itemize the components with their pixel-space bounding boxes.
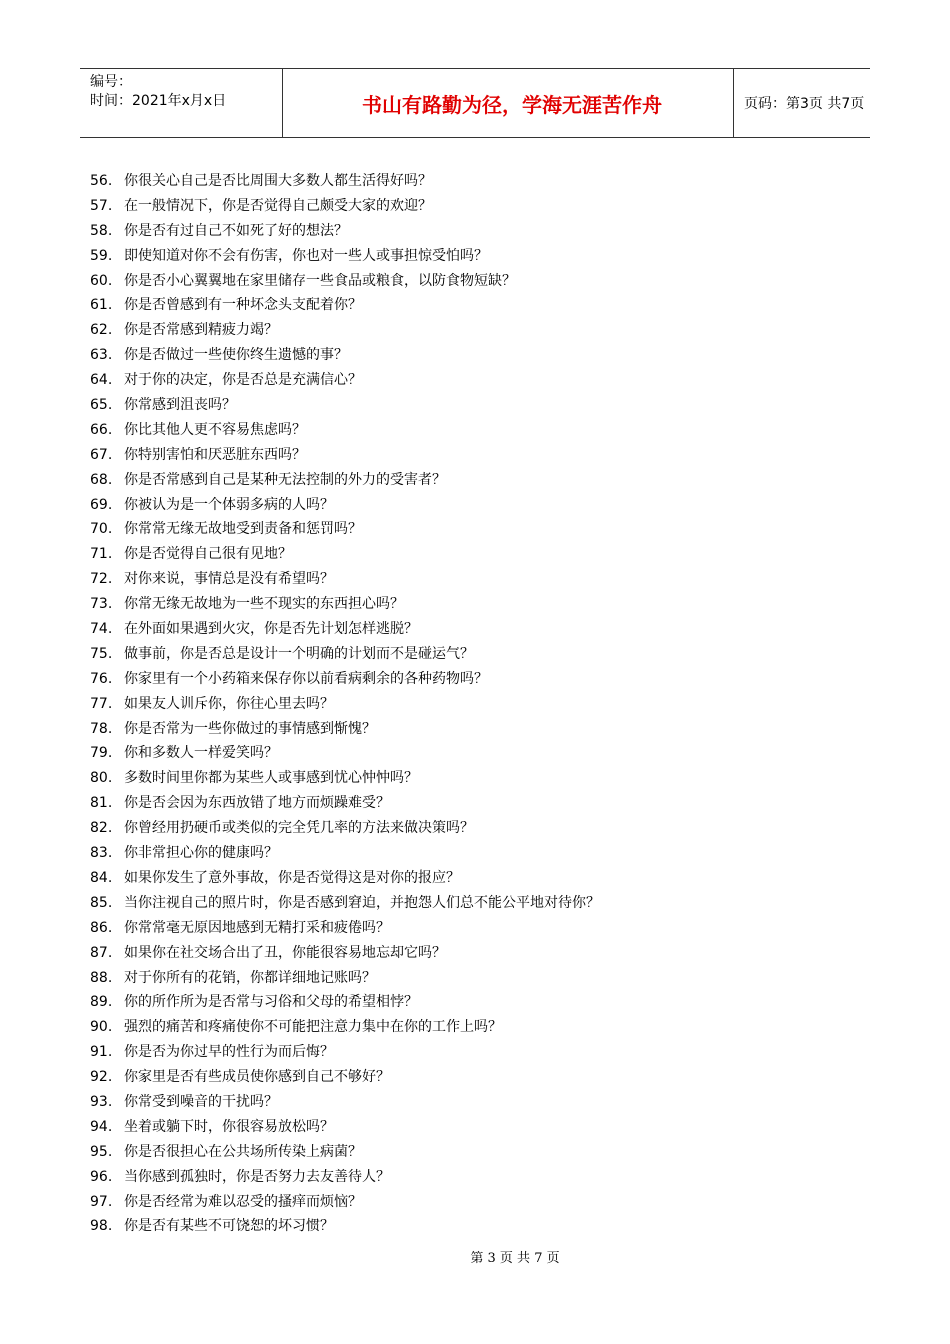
number-label: 编号：	[90, 74, 132, 90]
question-item	[90, 718, 870, 743]
question-number: 67.	[90, 446, 113, 463]
question-number: 76.	[90, 670, 113, 687]
question-item	[90, 767, 870, 792]
question-text: 你是否做过一些使你终生遗憾的事？	[124, 347, 348, 364]
question-item	[90, 195, 870, 220]
question-item	[90, 1041, 870, 1066]
question-item	[90, 543, 870, 568]
question-item	[90, 1141, 870, 1166]
question-item	[90, 668, 870, 693]
question-text: 如果你发生了意外事故，你是否觉得这是对你的报应？	[124, 869, 460, 886]
question-number: 65.	[90, 397, 113, 414]
question-text: 对你来说，事情总是没有希望吗？	[124, 571, 334, 588]
question-item	[90, 1016, 870, 1041]
question-number: 69.	[90, 496, 113, 513]
question-item	[90, 991, 870, 1016]
question-item	[90, 1116, 870, 1141]
question-number: 75.	[90, 645, 113, 662]
question-item	[90, 593, 870, 618]
page-footer: 第 3 页 共 7 页	[470, 1251, 560, 1266]
question-text: 你是否觉得自己很有见地？	[124, 546, 292, 563]
question-item	[90, 1166, 870, 1191]
question-number: 85.	[90, 894, 113, 911]
question-number: 83.	[90, 845, 113, 862]
question-text: 多数时间里你都为某些人或事感到忧心忡忡吗？	[124, 770, 418, 787]
question-text: 你是否会因为东西放错了地方而烦躁难受？	[124, 795, 390, 812]
question-number: 68.	[90, 471, 113, 488]
question-item	[90, 1066, 870, 1091]
question-text: 在外面如果遇到火灾，你是否先计划怎样逃脱？	[124, 621, 418, 638]
question-number: 57.	[90, 197, 113, 214]
question-text: 你常感到沮丧吗？	[124, 397, 236, 414]
question-text: 你是否有某些不可饶恕的坏习惯？	[124, 1218, 334, 1235]
question-text: 在一般情况下，你是否觉得自己颇受大家的欢迎？	[124, 197, 432, 214]
question-number: 77.	[90, 695, 113, 712]
question-text: 你常常毫无原因地感到无精打采和疲倦吗？	[124, 919, 390, 936]
question-number: 92.	[90, 1069, 113, 1086]
question-item	[90, 643, 870, 668]
question-text: 当你注视自己的照片时，你是否感到窘迫，并抱怨人们总不能公平地对待你？	[124, 894, 600, 911]
question-number: 90.	[90, 1019, 113, 1036]
question-text: 你是否很担心在公共场所传染上病菌？	[124, 1143, 362, 1160]
question-text: 对于你所有的花销，你都详细地记账吗？	[124, 969, 376, 986]
question-number: 58.	[90, 222, 113, 239]
question-text: 你和多数人一样爱笑吗？	[124, 745, 278, 762]
question-text: 你被认为是一个体弱多病的人吗？	[124, 496, 334, 513]
question-text: 你曾经用扔硬币或类似的完全凭几率的方法来做决策吗？	[124, 820, 474, 837]
question-number: 63.	[90, 347, 113, 364]
question-item	[90, 444, 870, 469]
question-item	[90, 867, 870, 892]
question-item	[90, 220, 870, 245]
question-list	[90, 170, 870, 1240]
question-number: 79.	[90, 745, 113, 762]
question-item	[90, 170, 870, 195]
question-number: 97.	[90, 1193, 113, 1210]
question-number: 87.	[90, 944, 113, 961]
question-text: 你是否经常为难以忍受的搔痒而烦恼？	[124, 1193, 362, 1210]
question-number: 71.	[90, 546, 113, 563]
question-item	[90, 419, 870, 444]
question-item	[90, 369, 870, 394]
question-text: 你是否曾感到有一种坏念头支配着你？	[124, 297, 362, 314]
question-item	[90, 1191, 870, 1216]
question-text: 当你感到孤独时，你是否努力去友善待人？	[124, 1168, 390, 1185]
time-label: 时间：2021年x月x日	[90, 93, 227, 109]
question-item	[90, 842, 870, 867]
question-text: 如果你在社交场合出了丑，你能很容易地忘却它吗？	[124, 944, 446, 961]
question-number: 74.	[90, 621, 113, 638]
question-text: 你是否常感到精疲力竭？	[124, 322, 278, 339]
question-text: 坐着或躺下时，你很容易放松吗？	[124, 1118, 334, 1135]
question-item	[90, 618, 870, 643]
question-number: 86.	[90, 919, 113, 936]
question-number: 60.	[90, 272, 113, 289]
question-item	[90, 245, 870, 270]
question-number: 62.	[90, 322, 113, 339]
question-item	[90, 917, 870, 942]
question-text: 你家里是否有些成员使你感到自己不够好？	[124, 1069, 390, 1086]
question-item	[90, 942, 870, 967]
question-item	[90, 270, 870, 295]
question-number: 72.	[90, 571, 113, 588]
question-number: 56.	[90, 173, 113, 189]
question-number: 78.	[90, 720, 113, 737]
question-item	[90, 344, 870, 369]
question-item	[90, 494, 870, 519]
question-text: 即使知道对你不会有伤害，你也对一些人或事担惊受怕吗？	[124, 247, 488, 264]
question-item	[90, 1215, 870, 1240]
question-text: 你很关心自己是否比周围大多数人都生活得好吗？	[124, 173, 432, 189]
question-text: 你是否为你过早的性行为而后悔？	[124, 1044, 334, 1061]
question-text: 你是否有过自己不如死了好的想法？	[124, 222, 348, 239]
question-text: 你是否小心翼翼地在家里储存一些食品或粮食，以防食物短缺？	[124, 272, 516, 289]
question-item	[90, 394, 870, 419]
question-number: 93.	[90, 1093, 113, 1110]
question-text: 你是否常感到自己是某种无法控制的外力的受害者？	[124, 471, 446, 488]
question-item	[90, 518, 870, 543]
question-text: 你是否常为一些你做过的事情感到惭愧？	[124, 720, 376, 737]
question-number: 70.	[90, 521, 113, 538]
question-number: 84.	[90, 869, 113, 886]
question-text: 你常受到噪音的干扰吗？	[124, 1093, 278, 1110]
question-number: 80.	[90, 770, 113, 787]
question-number: 89.	[90, 994, 113, 1011]
question-item	[90, 568, 870, 593]
question-text: 你的所作所为是否常与习俗和父母的希望相悖？	[124, 994, 418, 1011]
question-text: 你家里有一个小药箱来保存你以前看病剩余的各种药物吗？	[124, 670, 488, 687]
question-number: 98.	[90, 1218, 113, 1235]
question-text: 强烈的痛苦和疼痛使你不可能把注意力集中在你的工作上吗？	[124, 1019, 502, 1036]
question-number: 59.	[90, 247, 113, 264]
question-text: 做事前，你是否总是设计一个明确的计划而不是碰运气？	[124, 645, 474, 662]
question-number: 94.	[90, 1118, 113, 1135]
question-number: 95.	[90, 1143, 113, 1160]
question-number: 82.	[90, 820, 113, 837]
question-number: 81.	[90, 795, 113, 812]
question-text: 对于你的决定，你是否总是充满信心？	[124, 372, 362, 389]
question-item	[90, 892, 870, 917]
question-text: 如果友人训斥你，你往心里去吗？	[124, 695, 334, 712]
question-item	[90, 693, 870, 718]
question-number: 64.	[90, 372, 113, 389]
question-text: 你常常无缘无故地受到责备和惩罚吗？	[124, 521, 362, 538]
question-number: 96.	[90, 1168, 113, 1185]
question-item	[90, 742, 870, 767]
question-item	[90, 817, 870, 842]
question-number: 73.	[90, 596, 113, 613]
question-text: 你比其他人更不容易焦虑吗？	[124, 421, 306, 438]
page-header	[80, 68, 870, 138]
question-item	[90, 294, 870, 319]
header-page-info: 页码：第3页 共7页	[744, 96, 865, 112]
question-item	[90, 792, 870, 817]
motto: 书山有路勤为径，学海无涯苦作舟	[282, 69, 734, 137]
question-item	[90, 469, 870, 494]
question-text: 你特别害怕和厌恶脏东西吗？	[124, 446, 306, 463]
question-number: 66.	[90, 421, 113, 438]
question-text: 你常无缘无故地为一些不现实的东西担心吗？	[124, 596, 404, 613]
question-number: 88.	[90, 969, 113, 986]
header-left-cell	[80, 69, 282, 137]
question-item	[90, 319, 870, 344]
question-item	[90, 967, 870, 992]
question-item	[90, 1091, 870, 1116]
question-number: 61.	[90, 297, 113, 314]
question-number: 91.	[90, 1044, 113, 1061]
question-text: 你非常担心你的健康吗？	[124, 845, 278, 862]
